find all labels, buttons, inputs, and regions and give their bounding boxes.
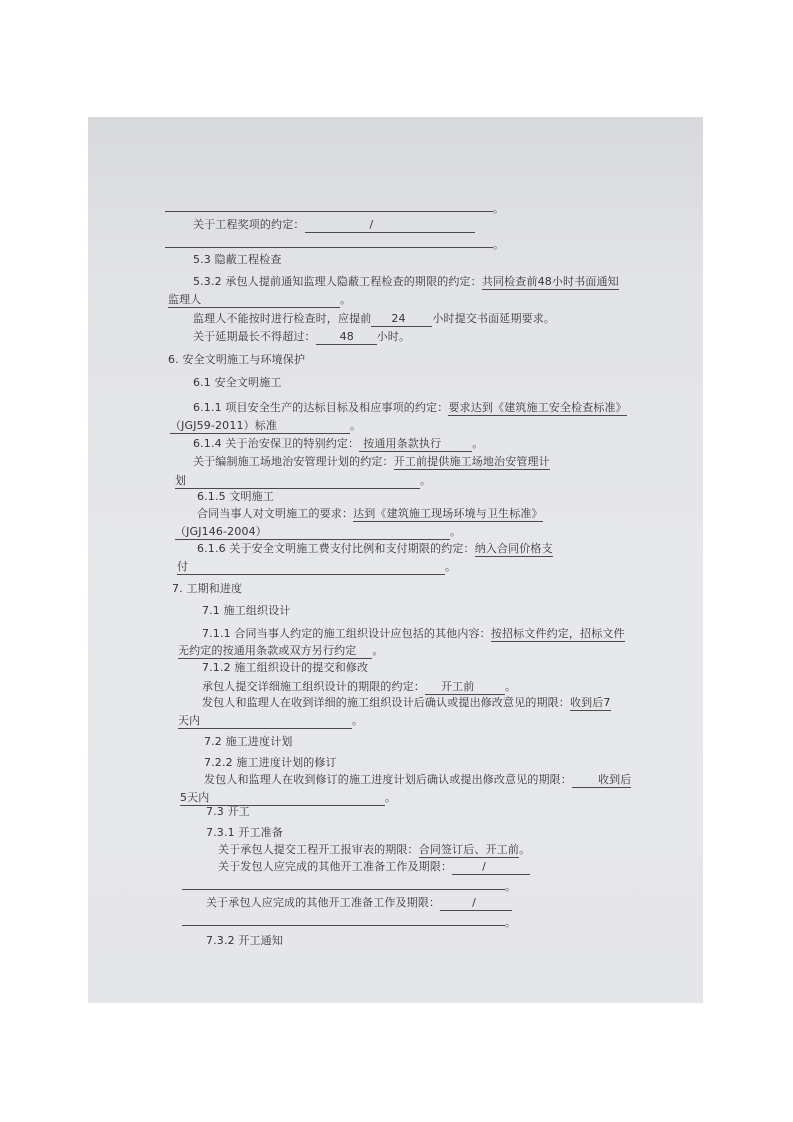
line-suffix: 小时。 xyxy=(376,330,411,343)
line-text: 7.1.1 合同当事人约定的施工组织设计应包括的其他内容： xyxy=(202,627,491,640)
line-text: 6.1.6 关于安全文明施工费支付比例和支付期限的约定： xyxy=(197,542,475,555)
filled-blank: 无约定的按通用条款或双方另行约定 xyxy=(178,644,372,659)
filled-blank: （JGJ146-2004） xyxy=(175,525,450,540)
section-heading xyxy=(202,603,291,619)
line-text: 关于编制施工场地治安管理计划的约定： xyxy=(193,455,394,468)
line-suffix: 小时提交书面延期要求。 xyxy=(432,312,556,325)
clause-line xyxy=(218,859,530,875)
text-line xyxy=(165,199,504,217)
text-line xyxy=(182,877,516,895)
line-suffix: 。 xyxy=(519,843,531,856)
clause-line xyxy=(193,274,619,290)
clause-line xyxy=(197,541,553,557)
line-suffix: 。 xyxy=(372,644,384,657)
line-suffix: 。 xyxy=(493,202,505,215)
line-text: 7.2 施工进度计划 xyxy=(204,735,293,748)
filled-blank: （JGJ59-2011）标准 xyxy=(170,419,350,434)
line-suffix: 。 xyxy=(352,714,364,727)
clause-line xyxy=(193,400,627,416)
line-suffix: 。 xyxy=(385,791,397,804)
filled-blank: 天内 xyxy=(178,714,352,729)
blank-line xyxy=(182,877,505,890)
clause-line xyxy=(204,772,631,788)
filled-blank: 5天内 xyxy=(180,791,385,806)
line-text: 7.1.2 施工组织设计的提交和修改 xyxy=(202,661,369,674)
clause-continuation xyxy=(168,292,351,308)
line-text: 7.1 施工组织设计 xyxy=(202,604,291,617)
line-text: 6. 安全文明施工与环境保护 xyxy=(168,353,306,366)
section-heading xyxy=(204,734,293,750)
clause-continuation xyxy=(177,559,456,575)
chapter-heading xyxy=(168,352,305,368)
blank-line xyxy=(165,235,493,248)
filled-blank: 48 xyxy=(316,330,377,345)
line-text: 6.1.1 项目安全生产的达标目标及相应事项的约定： xyxy=(193,401,449,414)
clause-continuation xyxy=(170,418,361,434)
subsection-heading xyxy=(204,755,337,771)
text-line xyxy=(165,235,504,253)
filled-blank: 付 xyxy=(177,560,445,575)
line-text: 关于发包人应完成的其他开工准备工作及期限： xyxy=(218,860,453,873)
clause-continuation xyxy=(178,713,363,729)
line-suffix: 。 xyxy=(505,880,517,893)
line-suffix: 。 xyxy=(472,437,484,450)
filled-blank: 达到《建筑施工现场环境与卫生标准》 xyxy=(353,507,543,520)
subsection-heading xyxy=(206,825,283,841)
text-line xyxy=(182,913,516,931)
clause-continuation xyxy=(175,524,461,540)
filled-blank: 24 xyxy=(371,312,432,327)
filled-blank: 共同检查前48小时书面通知 xyxy=(481,275,619,288)
filled-blank: 监理人 xyxy=(168,293,340,308)
subsection-heading xyxy=(206,933,283,949)
line-suffix: 。 xyxy=(420,474,432,487)
filled-blank: / xyxy=(305,218,475,233)
filled-blank: 划 xyxy=(175,474,420,489)
line-suffix: 。 xyxy=(340,293,352,306)
line-suffix: 。 xyxy=(505,680,517,693)
line-text: 监理人不能按时进行检查时，应提前 xyxy=(193,312,372,325)
award-terms-line xyxy=(193,217,475,233)
filled-blank: 收到后7 xyxy=(569,696,611,709)
line-text: 7.2.2 施工进度计划的修订 xyxy=(204,756,337,769)
line-text: 发包人和监理人在收到详细的施工组织设计后确认或提出修改意见的期限： xyxy=(202,696,570,709)
filled-blank: 纳入合同价格支 xyxy=(474,542,553,555)
line-text: 发包人和监理人在收到修订的施工进度计划后确认或提出修改意见的期限： xyxy=(204,773,572,786)
filled-blank: 开工前 xyxy=(425,680,505,695)
line-text: 关于延期最长不得超过： xyxy=(193,330,316,343)
clause-line xyxy=(206,895,512,911)
clause-continuation xyxy=(175,473,431,489)
line-text: 6.1.4 关于治安保卫的特别约定： xyxy=(193,437,360,450)
line-text: 关于工程奖项的约定： xyxy=(193,218,305,231)
line-text: 7.3 开工 xyxy=(206,805,250,818)
section-heading xyxy=(206,804,250,820)
line-text: 6.1 安全文明施工 xyxy=(193,376,282,389)
filled-blank: 要求达到《建筑施工安全检查标准》 xyxy=(448,401,627,414)
filled-blank: / xyxy=(452,860,530,875)
subsection-heading xyxy=(202,660,368,676)
filled-blank: 合同签订后、开工前 xyxy=(418,843,520,856)
filled-blank: 开工前提供施工场地治安管理计 xyxy=(393,455,550,468)
clause-line xyxy=(202,679,516,695)
line-suffix: 。 xyxy=(445,560,457,573)
clause-line xyxy=(193,311,555,327)
clause-line xyxy=(202,695,611,711)
blank-line xyxy=(165,199,493,212)
line-text: 关于承包人应完成的其他开工准备工作及期限： xyxy=(206,896,441,909)
clause-line xyxy=(193,329,410,345)
line-text: 合同当事人对文明施工的要求： xyxy=(197,507,354,520)
line-suffix: 。 xyxy=(493,238,505,251)
filled-blank: / xyxy=(440,896,512,911)
line-text: 5.3.2 承包人提前通知监理人隐蔽工程检查的期限的约定： xyxy=(193,275,482,288)
filled-blank: 收到后 xyxy=(572,773,631,788)
clause-continuation xyxy=(178,643,384,659)
chapter-heading xyxy=(172,581,242,597)
filled-blank: 按招标文件约定，招标文件 xyxy=(490,627,625,640)
line-text: 承包人提交详细施工组织设计的期限的约定： xyxy=(202,680,425,693)
clause-line xyxy=(193,454,550,470)
filled-blank: 按通用条款执行 xyxy=(359,437,472,452)
line-suffix: 。 xyxy=(450,525,462,538)
clause-line xyxy=(202,626,625,642)
clause-line xyxy=(193,436,483,452)
section-heading xyxy=(193,375,282,391)
line-text: 5.3 隐蔽工程检查 xyxy=(193,253,282,266)
clause-line xyxy=(218,842,530,858)
line-suffix: 。 xyxy=(505,916,517,929)
section-heading xyxy=(193,252,282,268)
line-text: 7.3.1 开工准备 xyxy=(206,826,283,839)
line-text: 7.3.2 开工通知 xyxy=(206,934,283,947)
line-suffix: 。 xyxy=(350,419,362,432)
line-text: 6.1.5 文明施工 xyxy=(197,490,274,503)
line-text: 关于承包人提交工程开工报审表的期限： xyxy=(218,843,419,856)
line-text: 7. 工期和进度 xyxy=(172,582,243,595)
clause-line xyxy=(197,506,543,522)
subsection-heading xyxy=(197,489,274,505)
blank-line xyxy=(182,913,505,926)
